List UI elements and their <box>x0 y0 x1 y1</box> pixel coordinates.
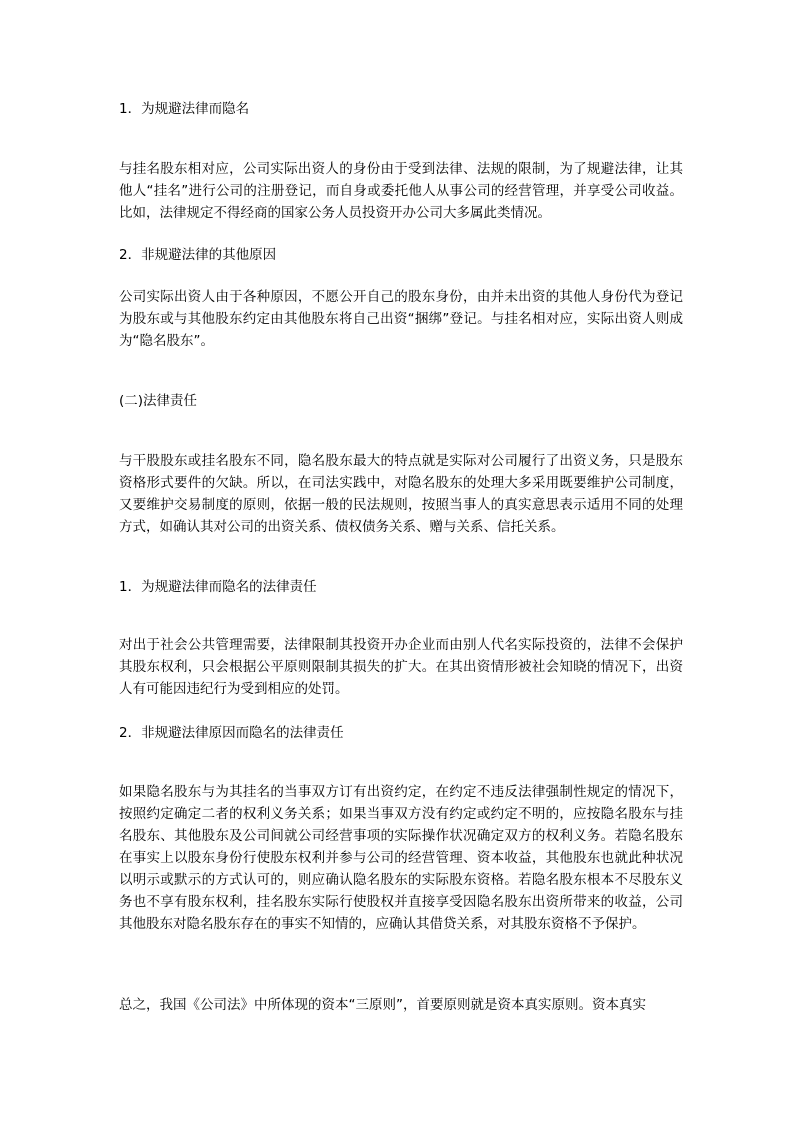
heading-non-evade-liability: 2．非规避法律原因而隐名的法律责任 <box>119 725 344 741</box>
paragraph-hidden-shareholder: 公司实际出资人由于各种原因，不愿公开自己的股东身份，由并未出资的其他人身份代为登记为股东或与其他股东约定由其他股东将自己出资“捆绑”登记。与挂名相对应，实际出资人则成为“隐名股东”。 <box>119 289 683 349</box>
heading-evade-law: 1．为规避法律而隐名 <box>119 101 250 117</box>
heading-evade-law-liability: 1．为规避法律而隐名的法律责任 <box>119 579 317 595</box>
paragraph-nominal-shareholder: 与挂名股东相对应，公司实际出资人的身份由于受到法律、法规的限制，为了规避法律，让其他人“挂名”进行公司的注册登记，而自身或委托他人从事公司的经营管理，并享受公司收益。比如，法律规定不得经商的国家公务人员投资开办公司大多属此类情况。 <box>119 161 683 221</box>
section-title-legal-liability: (二)法律责任 <box>119 393 198 409</box>
heading-other-reasons: 2．非规避法律的其他原因 <box>119 247 277 263</box>
paragraph-evade-law-liability: 对出于社会公共管理需要，法律限制其投资开办企业而由别人代名实际投资的，法律不会保护其股东权利，只会根据公平原则限制其损失的扩大。在其出资情形被社会知晓的情况下，出资人有可能因违纪行为受到相应的处罚。 <box>119 637 683 697</box>
paragraph-legal-liability: 与干股股东或挂名股东不同，隐名股东最大的特点就是实际对公司履行了出资义务，只是股东资格形式要件的欠缺。所以，在司法实践中，对隐名股东的处理大多采用既要维护公司制度，又要维护交易制度的原则，依据一般的民法规则，按照当事人的真实意思表示适用不同的处理方式，如确认其对公司的出资关系、债权债务关系、赠与关系、信托关系。 <box>119 453 683 535</box>
paragraph-conclusion: 总之，我国《公司法》中所体现的资本“三原则”，首要原则就是资本真实原则。资本真实 <box>119 997 646 1013</box>
paragraph-non-evade-liability: 如果隐名股东与为其挂名的当事双方订有出资约定，在约定不违反法律强制性规定的情况下，按照约定确定二者的权利义务关系；如果当事双方没有约定或约定不明的，应按隐名股东与挂名股东、其他股东及公司间就公司经营事项的实际操作状况确定双方的权利义务。若隐名股东在事实上以股东身份行使股东权利并参与公司的经营管理、资本收益，其他股东也就此种状况以明示或默示的方式认可的，则应确认隐名股东的实际股东资格。若隐名股东根本不尽股东义务也不享有股东权利，挂名股东实际行使股权并直接享受因隐名股东出资所带来的收益，公司其他股东对隐名股东存在的事实不知情的，应确认其借贷关系，对其股东资格不予保护。 <box>119 784 683 932</box>
